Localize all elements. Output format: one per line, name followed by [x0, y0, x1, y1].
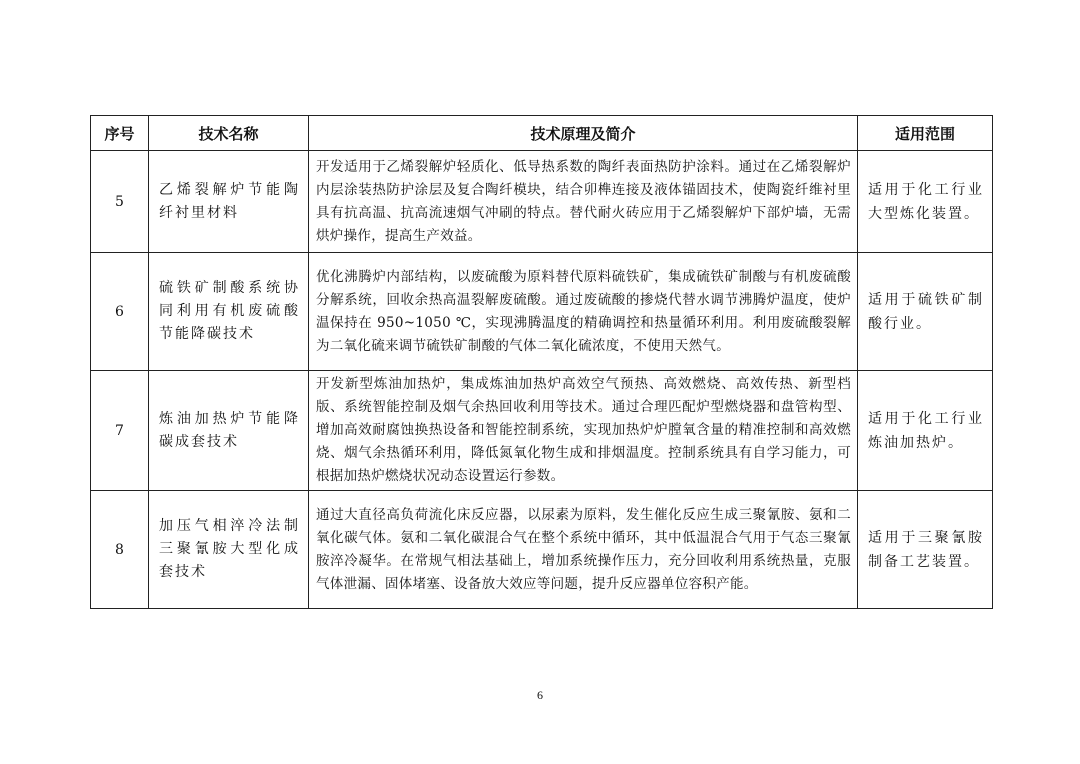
technology-table: [90, 115, 993, 609]
technology-name: 炼油加热炉节能降碳成套技术: [149, 371, 309, 491]
row-number: 6: [91, 253, 149, 371]
row-number: 8: [91, 491, 149, 609]
application-scope: 适用于化工行业大型炼化装置。: [858, 151, 993, 253]
application-scope: 适用于硫铁矿制酸行业。: [858, 253, 993, 371]
header-scope: 适用范围: [858, 116, 993, 151]
table-row: [91, 151, 993, 253]
technology-description: 开发新型炼油加热炉，集成炼油加热炉高效空气预热、高效燃烧、高效传热、新型档版、系统智能控制及烟气余热回收利用等技术。通过合理匹配炉型燃烧器和盘管构型、增加高效耐腐蚀换热设备和智能控制系统，实现加热炉炉膛氧含量的精准控制和高效燃烧、烟气余热循环利用，降低氮氧化物生成和排烟温度。控制系统具有自学习能力，可根据加热炉燃烧状况动态设置运行参数。: [309, 371, 858, 491]
technology-name: 乙烯裂解炉节能陶纤衬里材料: [149, 151, 309, 253]
header-name: 技术名称: [149, 116, 309, 151]
row-number: 7: [91, 371, 149, 491]
table-row: [91, 253, 993, 371]
row-number: 5: [91, 151, 149, 253]
table-header-row: [91, 116, 993, 151]
technology-name: 加压气相淬冷法制三聚氰胺大型化成套技术: [149, 491, 309, 609]
page-number: 6: [537, 688, 543, 702]
technology-description: 通过大直径高负荷流化床反应器，以尿素为原料，发生催化反应生成三聚氰胺、氨和二氧化碳气体。氨和二氧化碳混合气在整个系统中循环，其中低温混合气用于气态三聚氰胺淬冷凝华。在常规气相法基础上，增加系统操作压力，充分回收利用系统热量，克服气体泄漏、固体堵塞、设备放大效应等问题，提升反应器单位容积产能。: [309, 491, 858, 609]
technology-name: 硫铁矿制酸系统协同利用有机废硫酸节能降碳技术: [149, 253, 309, 371]
application-scope: 适用于化工行业炼油加热炉。: [858, 371, 993, 491]
table-row: [91, 371, 993, 491]
header-desc: 技术原理及简介: [309, 116, 858, 151]
table-row: [91, 491, 993, 609]
technology-description: 优化沸腾炉内部结构，以废硫酸为原料替代原料硫铁矿，集成硫铁矿制酸与有机废硫酸分解系统，回收余热高温裂解废硫酸。通过废硫酸的掺烧代替水调节沸腾炉温度，使炉温保持在 950~1050 ℃，实现沸腾温度的精确调控和热量循环利用。利用废硫酸裂解为二氧化硫来调节硫铁矿制酸的气体二氧化硫浓度，不使用天然气。: [309, 253, 858, 371]
technology-description: 开发适用于乙烯裂解炉轻质化、低导热系数的陶纤表面热防护涂料。通过在乙烯裂解炉内层涂装热防护涂层及复合陶纤模块，结合卯榫连接及液体锚固技术，使陶瓷纤维衬里具有抗高温、抗高流速烟气冲刷的特点。替代耐火砖应用于乙烯裂解炉下部炉墙，无需烘炉操作，提高生产效益。: [309, 151, 858, 253]
application-scope: 适用于三聚氰胺制备工艺装置。: [858, 491, 993, 609]
header-no: 序号: [91, 116, 149, 151]
